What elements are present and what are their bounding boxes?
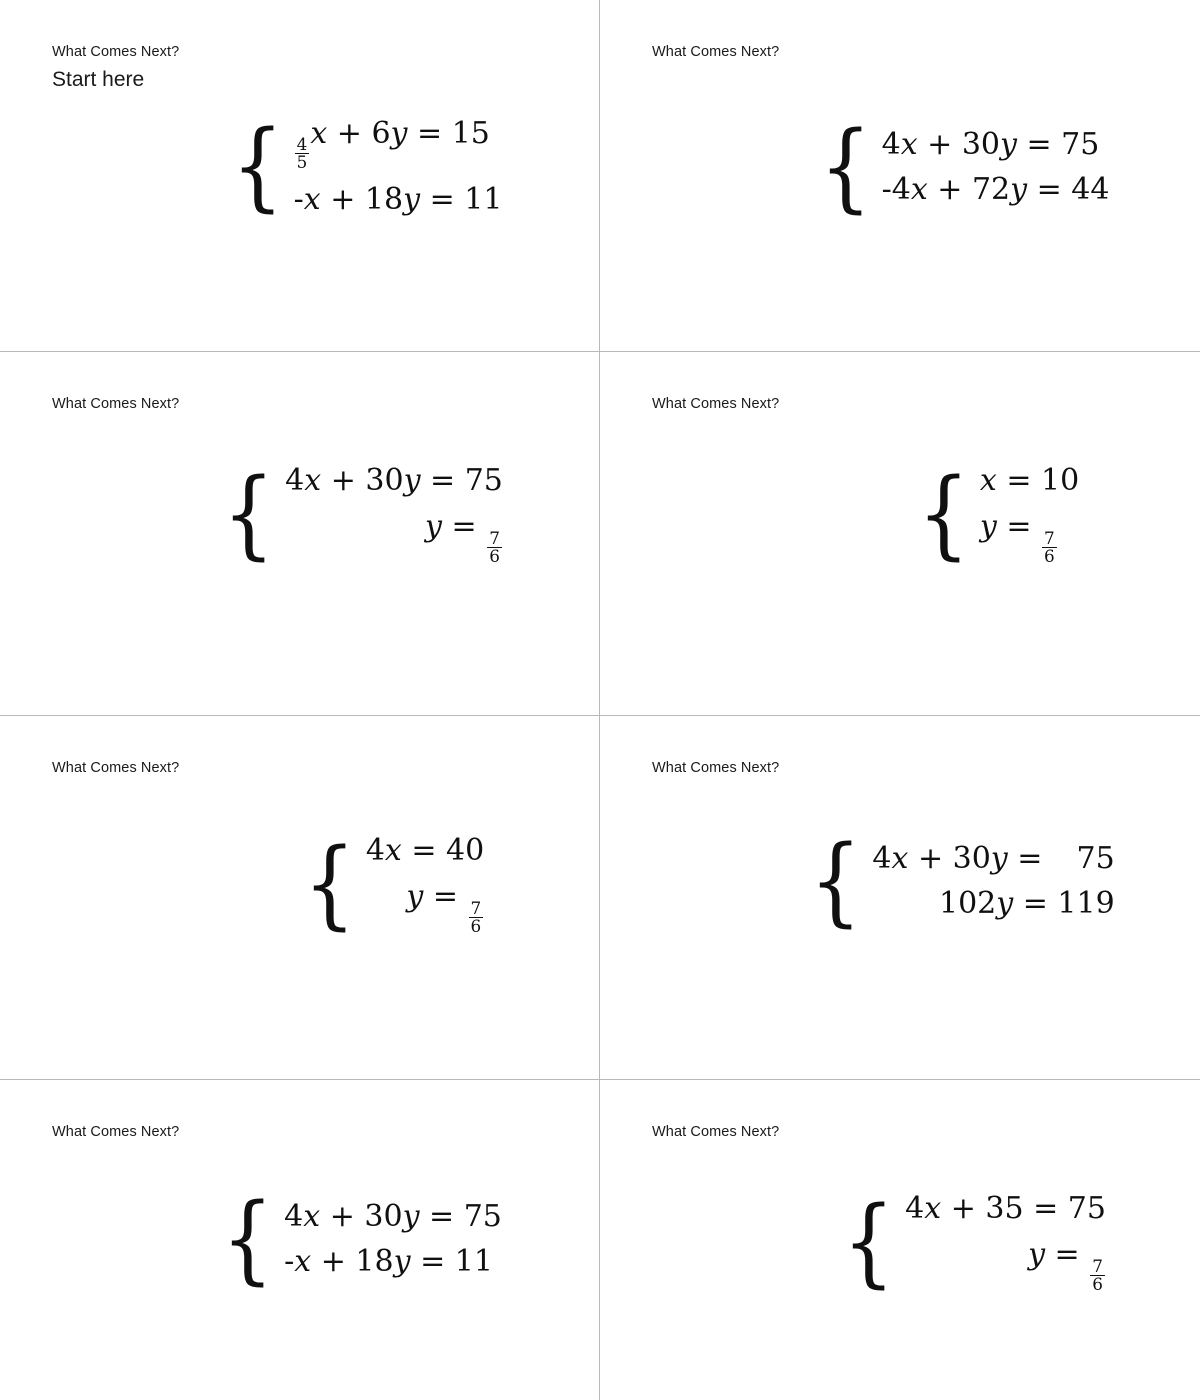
equation-system: [652, 413, 1160, 571]
card-8: [600, 1080, 1200, 1400]
equation-line: 4x + 35 = 75: [905, 1191, 1106, 1227]
card-title: What Comes Next?: [52, 396, 180, 412]
equation-system: [52, 1141, 559, 1296]
equation-system: [52, 413, 559, 571]
equation-system: [652, 777, 1160, 938]
left-brace-icon: {: [222, 458, 275, 571]
equation-line: -x + 18y = 11: [293, 181, 503, 217]
equation-line: y = $\frac{7}{6}$: [406, 878, 482, 936]
card-title: What Comes Next?: [52, 1124, 180, 1140]
left-brace-icon: {: [221, 1183, 274, 1296]
equation-system: [52, 777, 559, 941]
left-brace-icon: {: [917, 458, 970, 571]
card-6: [600, 716, 1200, 1080]
card-3: [0, 352, 600, 716]
equation-line: 4x + 30y = 75: [284, 1199, 502, 1234]
equation-line: x = 10: [979, 463, 1080, 499]
equation-line: 4x + 30y = 75: [872, 841, 1115, 876]
card-7: [0, 1080, 600, 1400]
card-title: What Comes Next?: [652, 44, 780, 60]
equation-line: y = $\frac{7}{6}$: [979, 508, 1055, 566]
equation-line: 4x + 30y = 75: [881, 127, 1100, 162]
equation-line: 4x = 40: [365, 833, 485, 869]
equation-line: 102y = 119: [938, 886, 1115, 922]
equation-line: 4x + 30y = 75: [285, 463, 503, 499]
equation-system: [652, 61, 1160, 224]
card-2: [600, 0, 1200, 352]
card-title: What Comes Next?: [52, 760, 180, 776]
equation-system: [652, 1141, 1160, 1299]
left-brace-icon: {: [231, 110, 284, 223]
start-here-label: Start here: [52, 68, 145, 92]
equation-line: y = $\frac{7}{6}$: [1028, 1236, 1103, 1294]
card-title: What Comes Next?: [52, 44, 180, 60]
equation-system: [52, 94, 559, 223]
equation-line: y = $\frac{7}{6}$: [425, 508, 500, 566]
equation-line: -x + 18y = 11: [284, 1244, 493, 1280]
left-brace-icon: {: [303, 828, 356, 941]
card-1: [0, 0, 600, 352]
card-title: What Comes Next?: [652, 760, 780, 776]
left-brace-icon: {: [809, 825, 862, 938]
card-title: What Comes Next?: [652, 1124, 780, 1140]
card-5: [0, 716, 600, 1080]
equation-line: -4x + 72y = 44: [881, 172, 1110, 208]
left-brace-icon: {: [842, 1186, 895, 1299]
card-4: [600, 352, 1200, 716]
card-title: What Comes Next?: [652, 396, 780, 412]
equation-line: $\frac{4}{5}$ x + 6y = 15: [296, 115, 490, 173]
left-brace-icon: {: [819, 111, 872, 224]
